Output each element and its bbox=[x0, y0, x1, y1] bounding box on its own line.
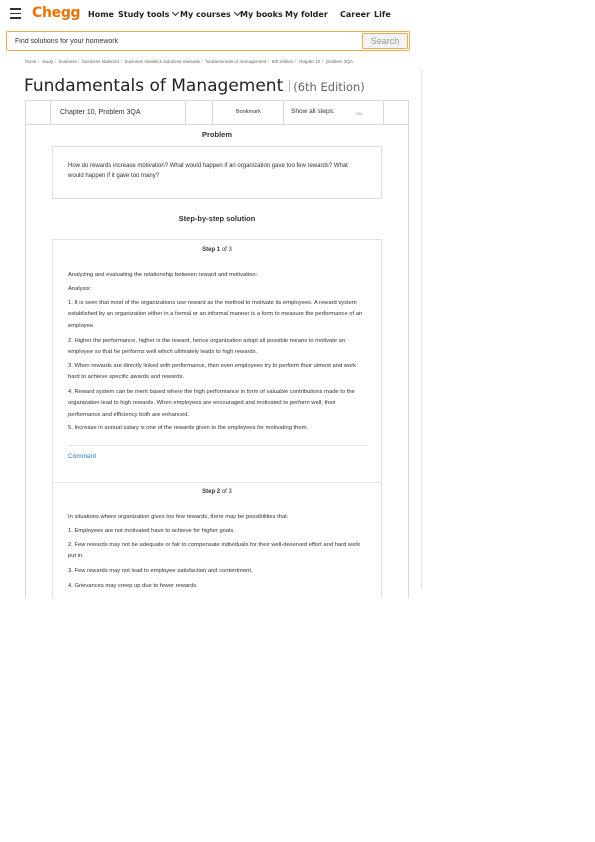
step-list bbox=[52, 239, 382, 609]
search-input[interactable] bbox=[15, 35, 345, 47]
breadcrumb-item[interactable]: home bbox=[25, 59, 37, 64]
breadcrumb-separator: / bbox=[267, 59, 270, 64]
breadcrumb-separator: / bbox=[78, 59, 80, 64]
nav-my-courses-label: My courses bbox=[180, 10, 231, 19]
step-header bbox=[53, 489, 381, 495]
problem-text: How do rewards increase motivation? What would happen if an organization gave too few rewards? What would happen if it gave too many? bbox=[68, 163, 348, 179]
breadcrumb-separator: / bbox=[38, 59, 40, 64]
step-separator bbox=[53, 482, 381, 483]
page-background bbox=[0, 598, 595, 842]
step-number: Step 1 bbox=[202, 247, 221, 253]
chapter-problem-label: Chapter 10, Problem 3QA bbox=[60, 109, 141, 116]
nav-study-tools-label: Study tools bbox=[118, 10, 170, 19]
breadcrumb-item[interactable]: study bbox=[42, 59, 54, 64]
breadcrumb-separator: / bbox=[294, 59, 296, 64]
breadcrumb bbox=[25, 59, 422, 64]
breadcrumb-item[interactable]: business bbox=[58, 59, 77, 64]
toolbar-spacer bbox=[186, 101, 213, 124]
step-line: 3. Few rewards may not lead to employee satisfaction and contentment. bbox=[68, 568, 253, 574]
breadcrumb-item[interactable]: fundamentals of management bbox=[205, 59, 267, 64]
breadcrumb-separator: / bbox=[120, 59, 123, 64]
book-title: Fundamentals of Management bbox=[24, 76, 284, 96]
problem-box bbox=[52, 146, 382, 199]
nav-my-books-link[interactable]: My books bbox=[240, 10, 283, 19]
breadcrumb-item[interactable]: chapter 10 bbox=[298, 59, 321, 64]
breadcrumb-separator: / bbox=[321, 59, 324, 64]
comment-link[interactable]: Comment bbox=[68, 453, 97, 460]
nav-life-link[interactable]: Life bbox=[374, 10, 391, 19]
step-line: 1. Employees are not motivated have to achieve for higher goals. bbox=[68, 528, 235, 534]
step-line: Analysis: bbox=[68, 286, 92, 292]
step-line: 4. Reward system can be merit based where the high performance in form of valuable contributions made to the organization lead to high rewards. When employees are encouraged and motivated to perform well, their performance and efficiency both are enhanced. bbox=[68, 389, 355, 418]
page-title bbox=[24, 76, 365, 96]
breadcrumb-item[interactable]: business statistics bbox=[82, 59, 120, 64]
nav-my-courses-menu[interactable] bbox=[180, 10, 240, 19]
solution-heading: Step-by-step solution bbox=[178, 214, 256, 223]
nav-home-link[interactable]: Home bbox=[88, 10, 114, 19]
problem-heading: Problem bbox=[201, 130, 232, 139]
step-line: 2. Few rewards may not be adequate or fair to compensate individuals for their well-deserved effort and hard work put in. bbox=[68, 542, 361, 560]
breadcrumb-item[interactable]: business statistics solutions manuals bbox=[124, 59, 200, 64]
step-divider bbox=[68, 445, 368, 446]
nav-career-link[interactable]: Career bbox=[340, 10, 371, 19]
title-divider bbox=[289, 80, 290, 92]
step-header bbox=[53, 247, 381, 253]
step-total: of 3 bbox=[221, 489, 232, 495]
chegg-logo[interactable]: Chegg bbox=[32, 5, 81, 21]
step-number: Step 2 bbox=[202, 489, 221, 495]
problem-toolbar bbox=[25, 100, 409, 125]
hamburger-menu-icon[interactable] bbox=[10, 8, 21, 22]
breadcrumb-separator: / bbox=[54, 59, 56, 64]
search-button[interactable]: Search bbox=[362, 33, 408, 49]
top-navigation bbox=[0, 0, 595, 30]
step-line: 1. It is seen that most of the organizations use reward as the method to motivate its employees. A reward system established by an organization either in a formal or an informal manner is a form to measure the performance of an employee. bbox=[68, 300, 363, 329]
show-all-steps-toggle[interactable]: ON bbox=[356, 111, 362, 116]
step-line: 5. Increase in annual salary is one of the rewards given to the employees for motivating them. bbox=[68, 425, 309, 431]
breadcrumb-item[interactable]: 6th edition bbox=[271, 59, 294, 64]
prev-problem-button[interactable] bbox=[26, 101, 51, 124]
chevron-down-icon bbox=[172, 9, 179, 16]
sidebar-divider bbox=[421, 70, 422, 590]
show-all-steps-label: Show all steps: bbox=[291, 108, 335, 115]
nav-study-tools-menu[interactable] bbox=[118, 10, 178, 19]
breadcrumb-separator: / bbox=[201, 59, 203, 64]
bookmark-label: Bookmark bbox=[236, 109, 261, 115]
step-line: 2. Higher the performance, higher is the reward, hence organization adopt all possible means to motivate an employee so that he performs well which ultimately leads to high rewards. bbox=[68, 338, 346, 356]
step-line: 3. When rewards are directly linked with performance, then even employees try to perform their utmost and work hard to achieve specific awards and rewards. bbox=[68, 363, 357, 381]
step-total: of 3 bbox=[221, 247, 232, 253]
breadcrumb-item: problem 3QA bbox=[325, 59, 354, 64]
step-line: In situations where organization gives too few rewards, there may be possibilities that: bbox=[68, 514, 289, 520]
nav-my-folder-link[interactable]: My folder bbox=[285, 10, 328, 19]
step-line: 4. Grievances may creep up due to fewer rewards. bbox=[68, 583, 198, 589]
search-bar bbox=[6, 31, 410, 51]
step-line: Analyzing and evaluating the relationship between reward and motivation: bbox=[68, 272, 258, 278]
book-edition: (6th Edition) bbox=[293, 80, 365, 94]
